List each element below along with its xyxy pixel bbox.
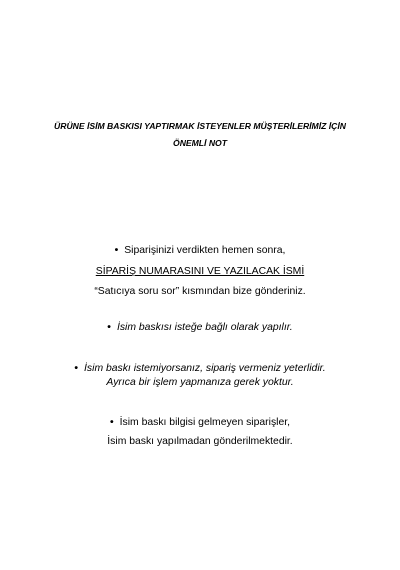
paragraph-1-line-3 — [0, 287, 400, 297]
bullet-icon: • — [114, 245, 119, 256]
paragraph-3-line-2 — [0, 378, 400, 388]
paragraph-1-line-1 — [0, 246, 400, 256]
paragraph-4-text-1: İsim baskı bilgisi gelmeyen siparişler, — [119, 417, 290, 428]
paragraph-4-line-1 — [0, 418, 400, 428]
paragraph-3-text-2: Ayrıca bir işlem yapmanıza gerek yoktur. — [106, 377, 294, 388]
paragraph-1-text-1: Siparişinizi verdikten hemen sonra, — [124, 245, 286, 256]
paragraph-4-line-2 — [0, 437, 400, 447]
bullet-icon: • — [110, 417, 114, 428]
paragraph-2-text-1: İsim baskısı isteğe bağlı olarak yapılır. — [116, 322, 293, 333]
heading-line-1 — [0, 122, 400, 131]
paragraph-4-text-2: İsim baskı yapılmadan gönderilmektedir. — [107, 436, 293, 447]
heading-text-1: ÜRÜNE İSİM BASKISI YAPTIRMAK İSTEYENLER MÜŞTERİLERİMİZ İÇİN — [54, 121, 346, 131]
paragraph-1-text-3: “Satıcıya soru sor” kısmından bize gönderiniz. — [94, 286, 306, 297]
heading-line-2 — [0, 139, 400, 148]
heading-text-2: ÖNEMLİ NOT — [173, 138, 227, 148]
paragraph-3-text-1: İsim baskı istemiyorsanız, sipariş vermeniz yeterlidir. — [84, 363, 326, 374]
bullet-icon: • — [74, 363, 79, 374]
paragraph-3-line-1 — [0, 364, 400, 374]
paragraph-1-line-2 — [0, 267, 400, 277]
paragraph-2-line-1 — [0, 323, 400, 333]
bullet-icon: • — [107, 322, 111, 333]
paragraph-1-text-2: SİPARİŞ NUMARASINI VE YAZILACAK İSMİ — [95, 266, 305, 277]
